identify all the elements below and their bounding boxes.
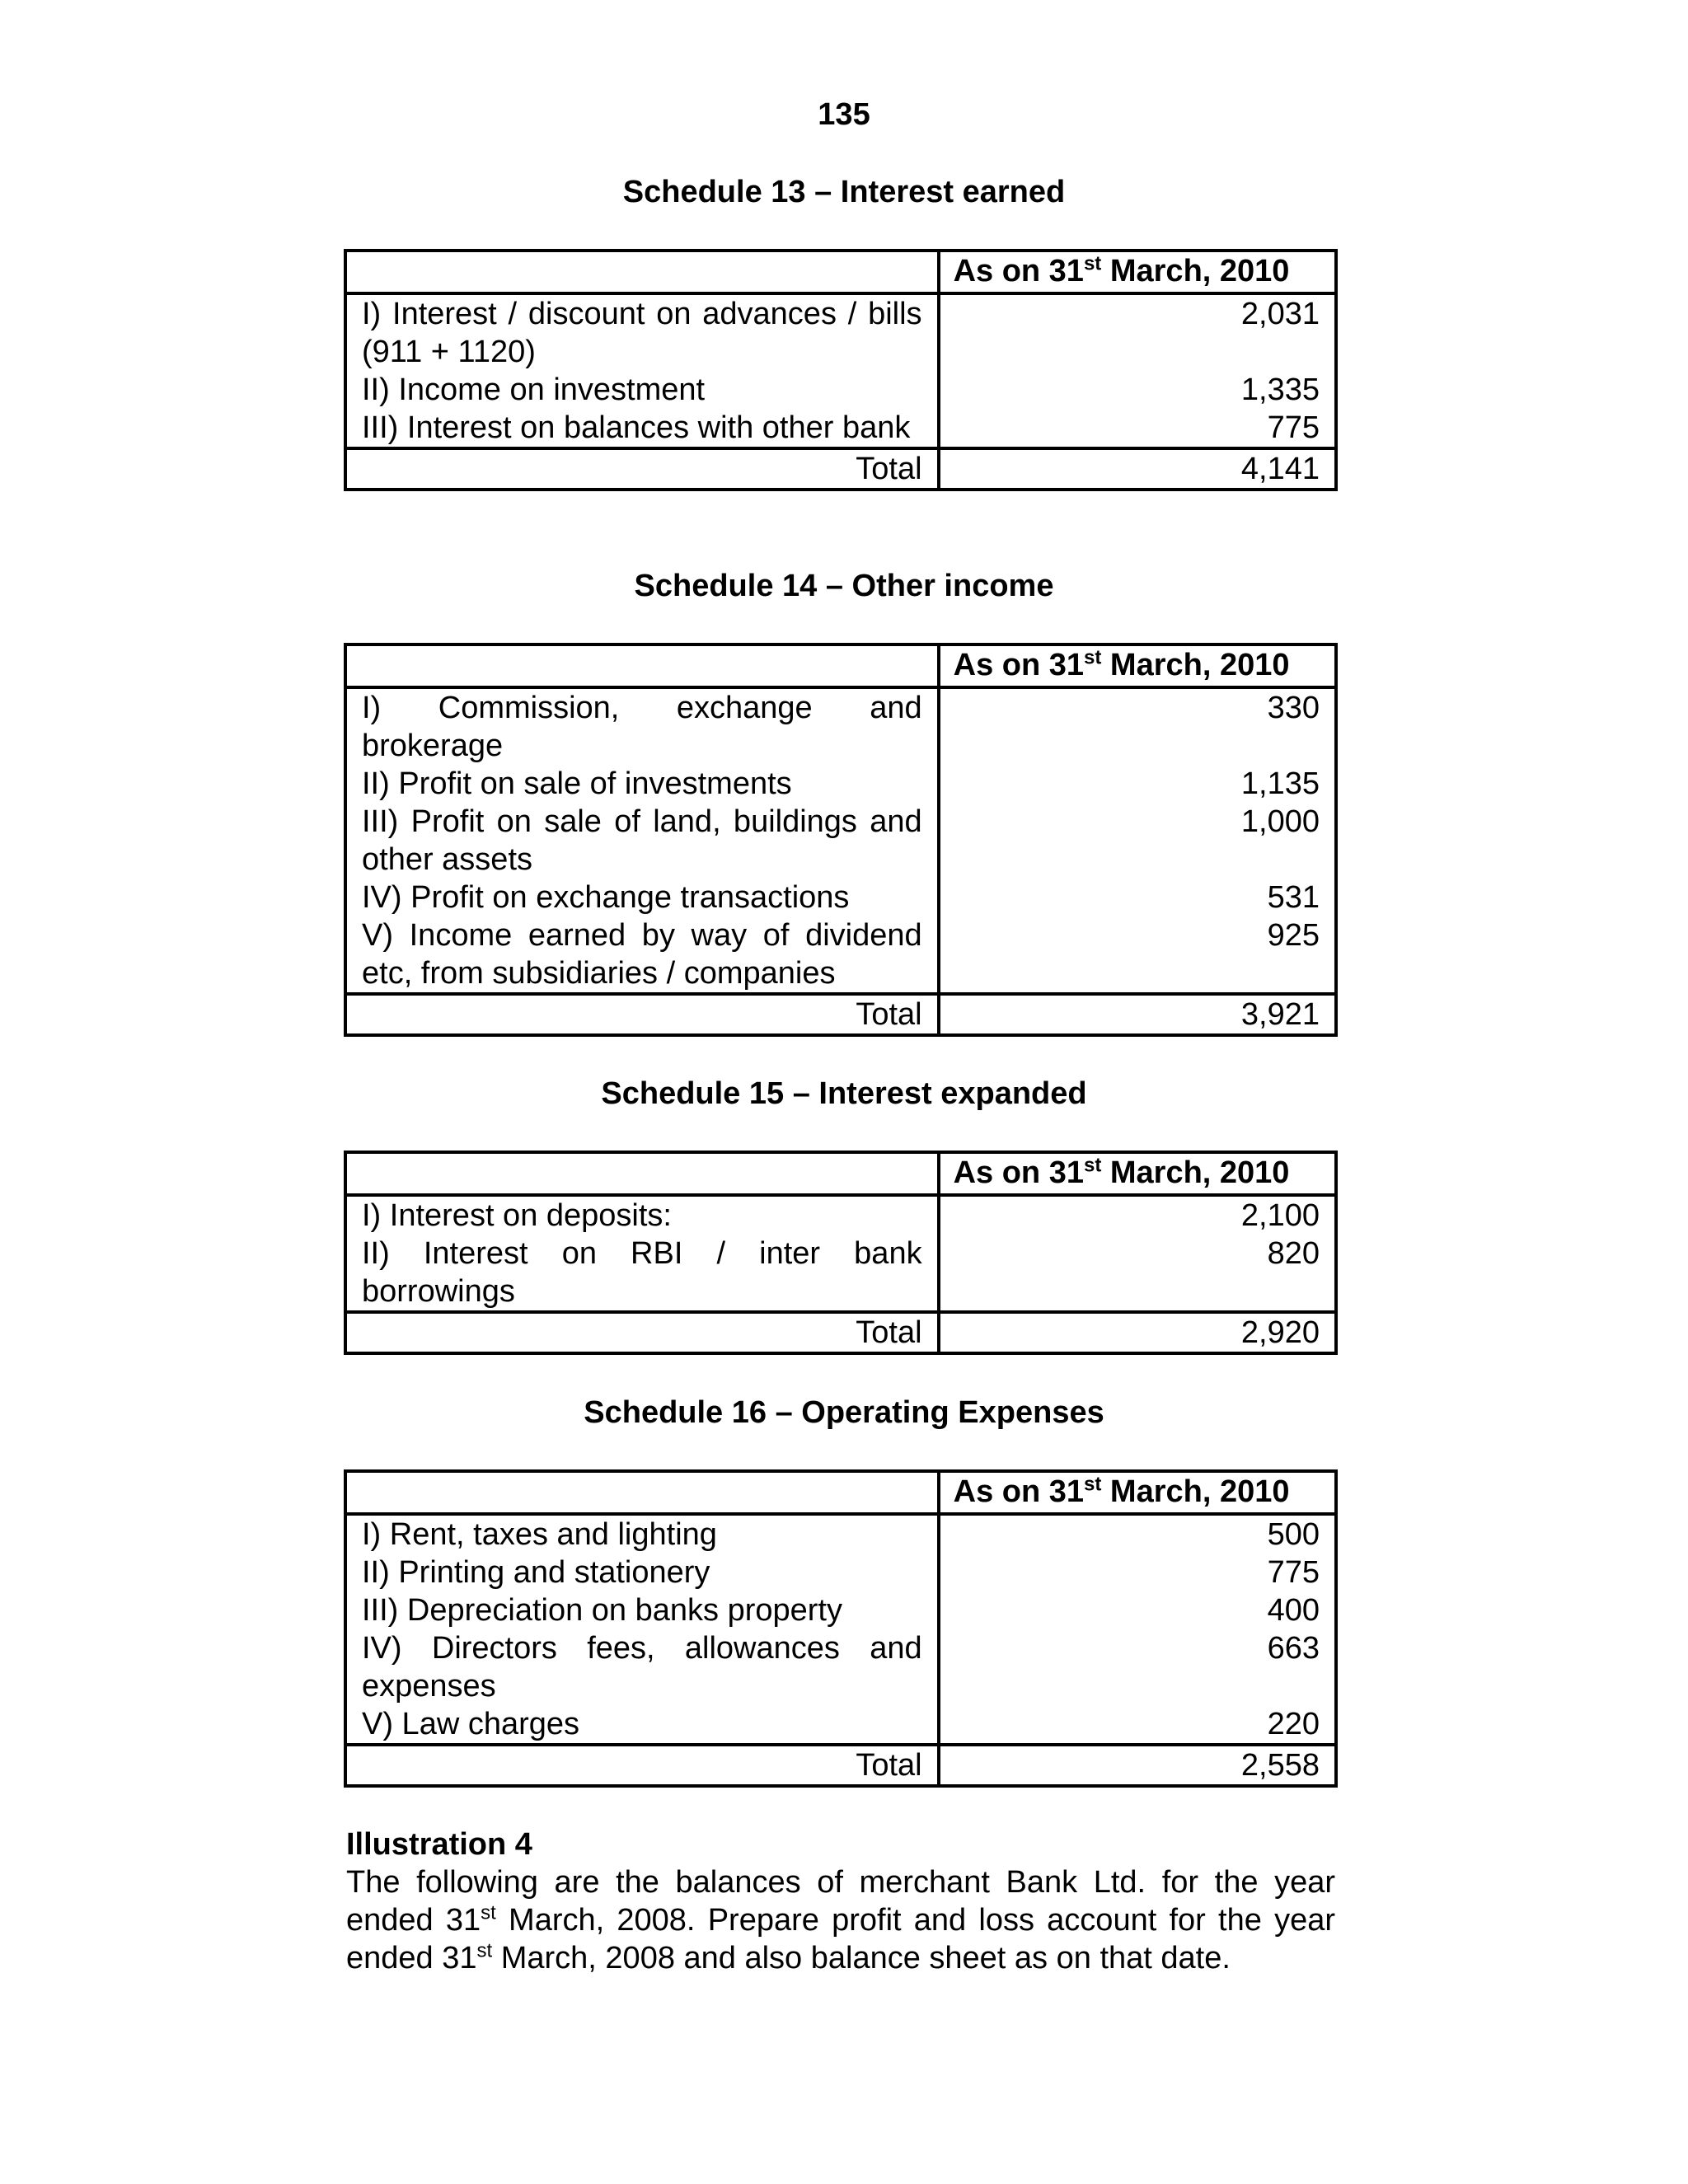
item-label: I) Interest on deposits:: [362, 1198, 672, 1233]
schedule-15-title: Schedule 15 – Interest expanded: [601, 1076, 1087, 1111]
total-row: [345, 448, 1336, 490]
item-value: 1,000: [1240, 804, 1320, 839]
item-value: 820: [1267, 1236, 1320, 1271]
items-value-cell: [939, 1514, 1336, 1745]
total-label: Total: [345, 994, 939, 1035]
table-header-row: [345, 251, 1336, 293]
column-header: As on 31st March, 2010: [939, 1152, 1336, 1195]
item-value: 663: [1267, 1631, 1320, 1666]
total-row: [345, 1312, 1336, 1353]
illustration-title: Illustration 4: [346, 1827, 532, 1862]
header-blank-cell: [345, 644, 939, 687]
schedule-13-table: [344, 249, 1338, 491]
item-value: 1,135: [1240, 766, 1320, 801]
item-value: 1,335: [1240, 373, 1320, 407]
schedule-16-title: Schedule 16 – Operating Expenses: [584, 1395, 1104, 1430]
total-value: 4,141: [939, 448, 1336, 490]
item-label: II) Interest on RBI / inter bank borrowings: [362, 1236, 922, 1309]
items-row: [345, 1514, 1336, 1745]
illustration-section: [346, 1825, 1335, 1977]
illustration-text: The following are the balances of merchant Bank Ltd. for the year ended 31st March, 2008. Prepare profit and loss account for the year ended 31st March, 2008 and also balance sheet as on that date.: [346, 1865, 1335, 1975]
item-value: 2,031: [1240, 297, 1320, 331]
item-value: 330: [1267, 691, 1320, 725]
item-label: IV) Profit on exchange transactions: [362, 880, 850, 915]
item-label: I) Rent, taxes and lighting: [362, 1517, 717, 1552]
items-label-cell: [345, 687, 939, 994]
item-label: II) Income on investment: [362, 373, 706, 407]
schedule-14-title: Schedule 14 – Other income: [634, 569, 1054, 603]
items-label-cell: [345, 1195, 939, 1312]
item-label: II) Profit on sale of investments: [362, 766, 792, 801]
item-value: 400: [1267, 1593, 1320, 1628]
item-value: 925: [1267, 918, 1320, 953]
total-value: 3,921: [939, 994, 1336, 1035]
item-label: I) Interest / discount on advances / bills (911 + 1120): [362, 297, 922, 369]
schedule-16-table: [344, 1469, 1338, 1788]
item-value: 500: [1267, 1517, 1320, 1552]
header-blank-cell: [345, 1152, 939, 1195]
total-row: [345, 994, 1336, 1035]
column-header: As on 31st March, 2010: [939, 251, 1336, 293]
item-label: V) Law charges: [362, 1707, 580, 1741]
total-row: [345, 1745, 1336, 1786]
header-blank-cell: [345, 1471, 939, 1514]
items-value-cell: [939, 687, 1336, 994]
schedule-15-table: [344, 1151, 1338, 1355]
item-value: 220: [1267, 1707, 1320, 1741]
schedule-14-table: [344, 643, 1338, 1037]
item-label: III) Depreciation on banks property: [362, 1593, 842, 1628]
schedule-13-title: Schedule 13 – Interest earned: [622, 175, 1066, 209]
item-label: II) Printing and stationery: [362, 1555, 710, 1590]
item-value: 775: [1267, 1555, 1320, 1590]
item-label: V) Income earned by way of dividend etc, from subsidiaries / companies: [362, 918, 922, 991]
item-value: 2,100: [1240, 1198, 1320, 1233]
items-label-cell: [345, 293, 939, 448]
item-label: I) Commission, exchange and brokerage: [362, 691, 922, 763]
header-blank-cell: [345, 251, 939, 293]
total-value: 2,558: [939, 1745, 1336, 1786]
table-header-row: [345, 1471, 1336, 1514]
column-header: As on 31st March, 2010: [939, 644, 1336, 687]
table-header-row: [345, 1152, 1336, 1195]
item-value: 775: [1267, 410, 1320, 445]
item-label: IV) Directors fees, allowances and expenses: [362, 1631, 922, 1704]
items-row: [345, 293, 1336, 448]
item-label: III) Interest on balances with other bank: [362, 410, 911, 445]
items-row: [345, 687, 1336, 994]
column-header: As on 31st March, 2010: [939, 1471, 1336, 1514]
items-value-cell: [939, 293, 1336, 448]
total-label: Total: [345, 448, 939, 490]
items-value-cell: [939, 1195, 1336, 1312]
total-label: Total: [345, 1312, 939, 1353]
total-value: 2,920: [939, 1312, 1336, 1353]
item-value: 531: [1267, 880, 1320, 915]
items-label-cell: [345, 1514, 939, 1745]
item-label: III) Profit on sale of land, buildings and other assets: [362, 804, 922, 877]
total-label: Total: [345, 1745, 939, 1786]
items-row: [345, 1195, 1336, 1312]
table-header-row: [345, 644, 1336, 687]
page-number: 135: [818, 97, 870, 132]
